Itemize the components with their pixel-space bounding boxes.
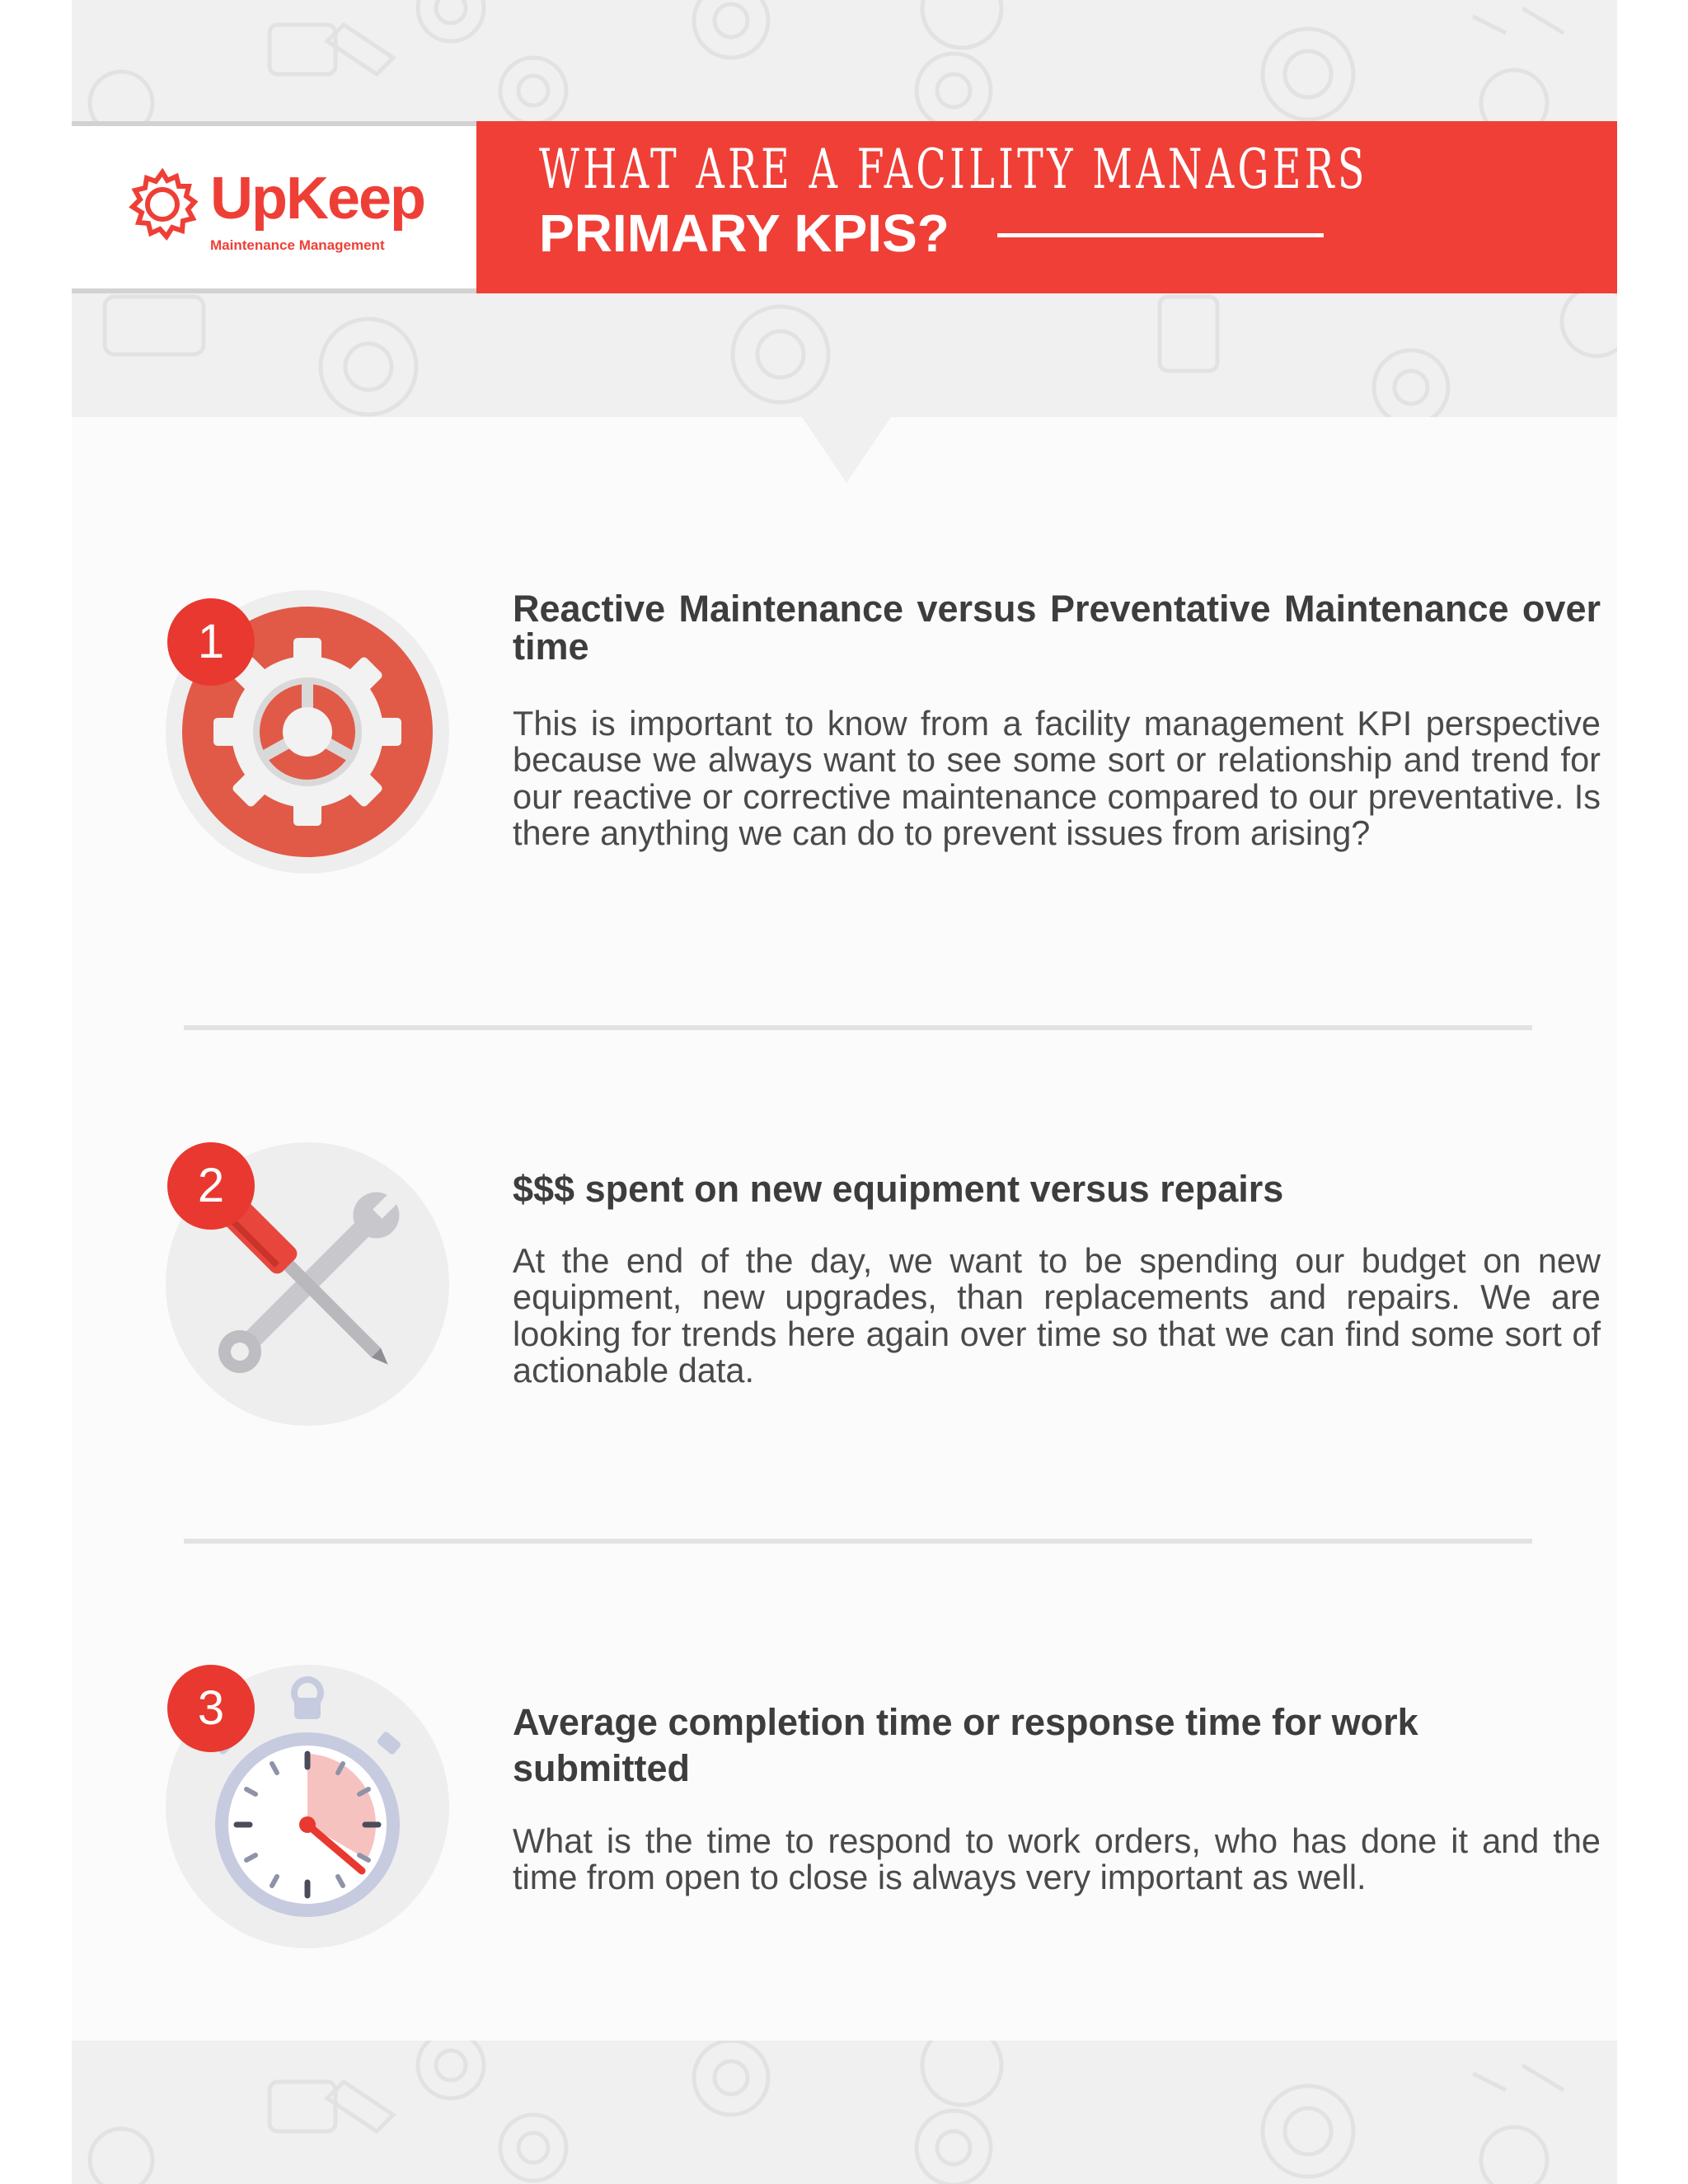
- kpi-description: This is important to know from a facility management KPI perspective because we always want to see some sort or relationship and trend for our reactive or corrective maintenance compared to our preventative. Is there anything we can do to prevent issues from arising?: [513, 704, 1601, 853]
- section-divider: [184, 1025, 1532, 1030]
- kpi-description: At the end of the day, we want to be spending our budget on new equipment, new upgrades, than replacements and repairs. We are looking for trends here again over time so that we can find some sort of actionable data.: [513, 1241, 1601, 1390]
- page-title-line2: PRIMARY KPIS?: [539, 204, 950, 263]
- infographic-page: [72, 0, 1617, 2184]
- logo-gear-icon: [125, 167, 199, 241]
- gear-pattern-icon: [72, 2041, 1617, 2184]
- kpi-number-badge: 1: [167, 598, 255, 686]
- header-pointer-arrow: [802, 417, 891, 483]
- kpi-number-badge: 3: [167, 1665, 255, 1752]
- page-title-line1: WHAT ARE A FACILITY MANAGERS: [539, 138, 1368, 201]
- title-underline: [997, 233, 1324, 237]
- logo-wordmark: UpKeep: [210, 166, 425, 232]
- bottom-pattern-background: [72, 2041, 1617, 2184]
- logo-tagline: Maintenance Management: [210, 237, 385, 253]
- upkeep-logo[interactable]: [72, 126, 476, 288]
- kpi-title: $$$ spent on new equipment versus repairs: [513, 1168, 1284, 1210]
- section-divider: [184, 1539, 1532, 1544]
- kpi-title: Reactive Maintenance versus Preventative Maintenance over time: [513, 588, 1601, 668]
- kpi-title: Average completion time or response time for work submitted: [513, 1701, 1418, 1790]
- kpi-description: What is the time to respond to work orders, who has done it and the time from open to close is always very important as well.: [513, 1821, 1601, 1897]
- header-bar: [72, 121, 1617, 293]
- title-banner: [476, 121, 1617, 293]
- kpi-number-badge: 2: [167, 1142, 255, 1230]
